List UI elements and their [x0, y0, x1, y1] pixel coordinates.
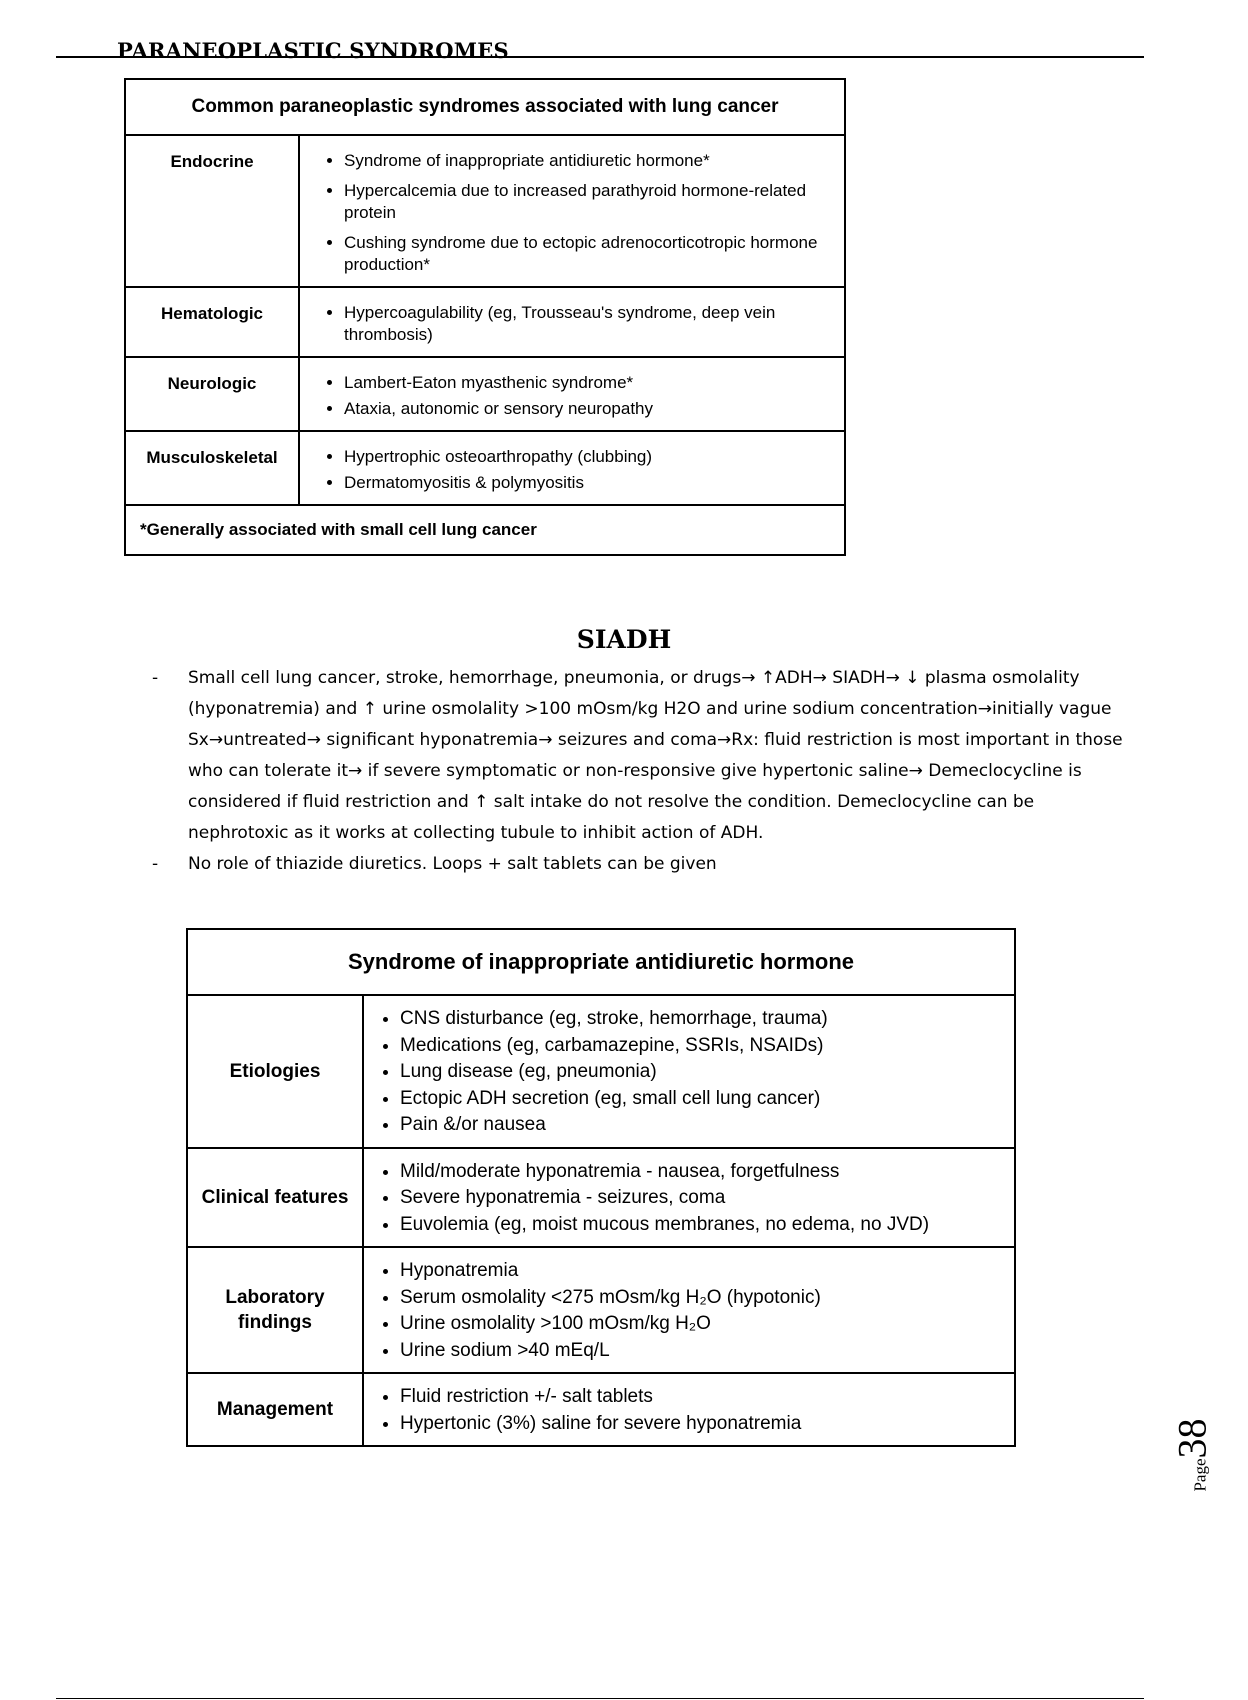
list-item: • Ataxia, autonomic or sensory neuropathy: [344, 398, 828, 420]
list-item: • Hypercoagulability (eg, Trousseau's syndrome, deep vein thrombosis): [344, 302, 828, 346]
list-item: • Mild/moderate hyponatremia - nausea, forgetfulness: [400, 1159, 1000, 1186]
list-item: • CNS disturbance (eg, stroke, hemorrhage, trauma): [400, 1006, 1000, 1033]
table-row: [125, 287, 845, 357]
header-rule: [56, 56, 1144, 58]
row-category: Endocrine: [125, 135, 299, 287]
list-item: • Urine osmolality >100 mOsm/kg H₂O: [400, 1311, 1000, 1338]
page-number: [1169, 1400, 1215, 1510]
bullet-item: [150, 663, 1135, 849]
row-content: [363, 1373, 1015, 1446]
row-content: [299, 431, 845, 505]
page-number-value: 38: [1169, 1418, 1215, 1459]
table-row: [125, 357, 845, 431]
list-item: • Hypercalcemia due to increased parathyroid hormone-related protein: [344, 180, 828, 224]
row-category: Etiologies: [187, 995, 363, 1148]
table-row: [125, 135, 845, 287]
row-content: [363, 995, 1015, 1148]
row-category: Musculoskeletal: [125, 431, 299, 505]
row-category: Laboratory findings: [187, 1247, 363, 1373]
section-heading: SIADH: [576, 625, 672, 654]
siadh-table: [186, 928, 1016, 1447]
table-row: [125, 431, 845, 505]
footer-rule: [56, 1698, 1144, 1699]
row-category: Neurologic: [125, 357, 299, 431]
row-content: [363, 1247, 1015, 1373]
dash-marker: -: [152, 668, 159, 688]
bullet-text: Small cell lung cancer, stroke, hemorrhage, pneumonia, or drugs→ ↑ADH→ SIADH→ ↓ plasma osmolality (hyponatremia) and ↑ urine osmolality >100 mOsm/kg H2O and urine sodium concentration→initially vague Sx→untreated→ significant hyponatremia→ seizures and coma→Rx: fluid restriction is most important in those who can tolerate it→ if severe symptomatic or non-responsive give hypertonic saline→ Demeclocycline is considered if fluid restriction and ↑ salt intake do not resolve the condition. Demeclocycline can be nephrotoxic as it works at collecting tubule to inhibit action of ADH.: [188, 668, 1123, 843]
list-item: • Lung disease (eg, pneumonia): [400, 1059, 1000, 1086]
list-item: • Hypertonic (3%) saline for severe hyponatremia: [400, 1411, 1000, 1438]
bullet-text: No role of thiazide diuretics. Loops + salt tablets can be given: [188, 854, 717, 874]
table-row: [187, 995, 1015, 1148]
list-item: • Serum osmolality <275 mOsm/kg H₂O (hypotonic): [400, 1285, 1000, 1312]
list-item: • Lambert-Eaton myasthenic syndrome*: [344, 372, 828, 394]
list-item: • Hyponatremia: [400, 1258, 1000, 1285]
list-item: • Dermatomyositis & polymyositis: [344, 472, 828, 494]
table-footnote: *Generally associated with small cell lung cancer: [125, 505, 845, 555]
list-item: • Hypertrophic osteoarthropathy (clubbing): [344, 446, 828, 468]
bullet-item: [150, 849, 1135, 880]
list-item: • Severe hyponatremia - seizures, coma: [400, 1185, 1000, 1212]
list-item: • Urine sodium >40 mEq/L: [400, 1338, 1000, 1365]
table-title: Syndrome of inappropriate antidiuretic hormone: [187, 929, 1015, 995]
list-item: • Fluid restriction +/- salt tablets: [400, 1384, 1000, 1411]
row-category: Hematologic: [125, 287, 299, 357]
row-content: [299, 287, 845, 357]
row-category: Management: [187, 1373, 363, 1446]
dash-marker: -: [152, 854, 159, 874]
table-row: [187, 1373, 1015, 1446]
page-label: Page: [1190, 1458, 1210, 1492]
row-content: [363, 1148, 1015, 1248]
table-row: [187, 1247, 1015, 1373]
list-item: • Euvolemia (eg, moist mucous membranes, no edema, no JVD): [400, 1212, 1000, 1239]
page-header-title: PARANEOPLASTIC SYNDROMES: [117, 38, 509, 63]
row-category: Clinical features: [187, 1148, 363, 1248]
list-item: • Cushing syndrome due to ectopic adrenocorticotropic hormone production*: [344, 232, 828, 276]
siadh-bullet-list: [150, 663, 1135, 880]
row-content: [299, 135, 845, 287]
list-item: • Ectopic ADH secretion (eg, small cell lung cancer): [400, 1086, 1000, 1113]
table-row: [187, 1148, 1015, 1248]
table-title: Common paraneoplastic syndromes associated with lung cancer: [125, 79, 845, 135]
paraneoplastic-table: [124, 78, 846, 556]
row-content: [299, 357, 845, 431]
list-item: • Pain &/or nausea: [400, 1112, 1000, 1139]
list-item: • Medications (eg, carbamazepine, SSRIs, NSAIDs): [400, 1033, 1000, 1060]
list-item: • Syndrome of inappropriate antidiuretic hormone*: [344, 150, 828, 172]
